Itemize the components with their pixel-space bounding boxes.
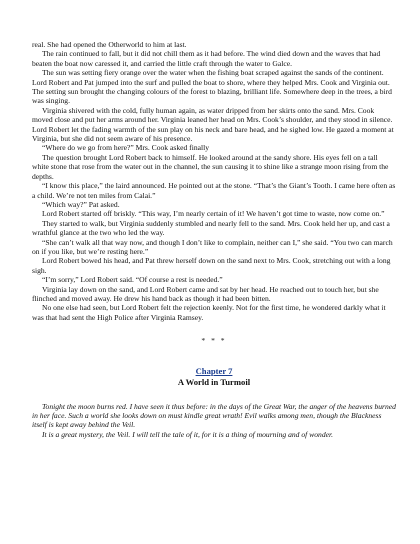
paragraph: Virginia lay down on the sand, and Lord Robert came and sat by her head. He reached out to touch her, but she flinched and moved away. He drew his hand back as though it had been bitten. bbox=[32, 284, 379, 303]
paragraph: Virginia shivered with the cold, fully human again, as water dripped from her skirts onto the sand. Mrs. Cook moved close and put her arms around her. Virginia leaned her head on Mrs. Cook’s shoulder, and they stood in silence. Lord Robert let the fading warmth of the sun play on his neck and bare head, and he sighed low. He gazed a moment at Virginia, but she did not seem aware of his presence. bbox=[32, 105, 394, 144]
paragraph: The rain continued to fall, but it did not chill them as it had before. The wind died down and the waves that had beaten the boat now caressed it, and carried the little craft through the water to Galce. bbox=[32, 49, 381, 68]
paragraph: “She can’t walk all that way now, and though I don’t like to complain, neither can I,” she said. “You two can march on if you like, but we’re resting here.” bbox=[32, 237, 393, 256]
paragraph: The question brought Lord Robert back to himself. He looked around at the sandy shore. His eyes fell on a tall white stone that rose from the water out in the channel, the sun causing it to shine like a strange moon rising from the depths. bbox=[32, 152, 389, 181]
paragraph: “Where do we go from here?” Mrs. Cook asked finally bbox=[42, 143, 210, 153]
paragraph: “Which way?” Pat asked. bbox=[42, 199, 120, 209]
section-separator: * * * bbox=[201, 336, 227, 346]
paragraph: The sun was setting fiery orange over the water when the fishing boat scraped against the sands of the continent. Lord Robert and Pat jumped into the surf and pulled the boat to shore, where they helped Mrs. Cook and Virginia out. The setting sun brought the changing colours of the forest to blazing, brilliant life. Somewhere deep in the trees, a bird was singing. bbox=[32, 68, 392, 106]
paragraph: Lord Robert started off briskly. “This way, I’m nearly certain of it! We haven’t got time to waste, now come on.” bbox=[42, 209, 385, 219]
paragraph: “I’m sorry,” Lord Robert said. “Of course a rest is needed.” bbox=[42, 275, 223, 285]
chapter-title: A World in Turmoil bbox=[177, 376, 251, 387]
epigraph-paragraph: Tonight the moon burns red. I have seen it thus before: in the days of the Great War, the anger of the heavens burned in her face. Such a world she looks down on must kindle great wrath! Evil walks among men, though the Blackness itself is kept away behind the Veil. bbox=[32, 401, 396, 430]
chapter-heading-link[interactable]: Chapter 7 bbox=[195, 365, 233, 376]
epigraph-paragraph: It is a great mystery, the Veil. I will tell the tale of it, for it is a thing of mourning and of wonder. bbox=[42, 429, 334, 439]
paragraph: No one else had seen, but Lord Robert felt the rejection keenly. Not for the first time, he wondered darkly what it was that had sent the High Police after Virginia Ramsey. bbox=[32, 303, 386, 322]
paragraph: Lord Robert bowed his head, and Pat threw herself down on the sand next to Mrs. Cook, stretching out with a long sigh. bbox=[32, 256, 391, 275]
paragraph: “I know this place,” the laird announced. He pointed out at the stone. “That’s the Giant’s Tooth. I came here often as a child. We’re not ten miles from Calai.” bbox=[32, 181, 396, 200]
paragraph: They started to walk, but Virginia suddenly stumbled and nearly fell to the sand. Mrs. Cook held her up, and cast a wrathful glance at the two who led the way. bbox=[32, 218, 390, 238]
book-page bbox=[32, 40, 396, 439]
paragraph: real. She had opened the Otherworld to him at last. bbox=[32, 40, 187, 49]
